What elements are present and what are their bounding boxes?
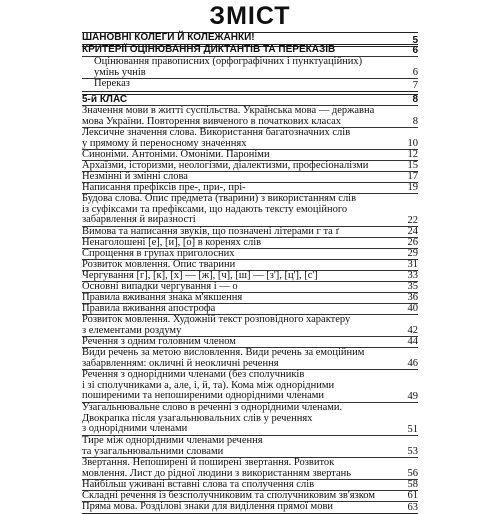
toc-entry-row[interactable] (82, 348, 418, 370)
toc-entry-line: Чергування [г], [к], [х] — [ж], [ч], [ш] — [з'], [ц'], [с'] (82, 270, 318, 281)
toc-entry-title (82, 161, 394, 172)
toc-entry-line: Спрощення в групах приголосних (82, 248, 235, 259)
toc-entry-title (82, 293, 394, 304)
toc-entry-line: Переказ (94, 78, 130, 89)
toc-page-number: 8 (412, 115, 418, 127)
toc-page-number: 29 (407, 247, 418, 259)
toc-entry-row[interactable] (82, 502, 418, 513)
toc-entry-row[interactable] (82, 79, 418, 91)
toc-entry-line: Правила вживання знака м'якшення (82, 292, 243, 303)
toc-entry-line: КРИТЕРІЇ ОЦІНЮВАННЯ ДИКТАНТІВ ТА ПЕРЕКАЗІВ (82, 44, 336, 55)
toc-entry-line: Лексичне значення слова. Використання багатозначних слів (82, 127, 351, 138)
toc-page-number: 46 (407, 357, 418, 369)
toc-entry-title (82, 260, 394, 271)
toc-page-number: 10 (407, 137, 418, 149)
toc-entry-title (82, 194, 394, 226)
toc-entry-row[interactable] (82, 436, 418, 458)
toc-entry-title (82, 249, 394, 260)
toc-entry-title (94, 57, 394, 78)
toc-entry-line: Основні випадки чергування і — о (82, 281, 238, 292)
toc-page-number: 6 (412, 66, 418, 78)
toc-entry-line: забарвленням: окличні й неокличні речення (82, 357, 279, 369)
toc-entry-line: Оцінювання правописних (орфографічних і пунктуаційних) (94, 56, 363, 67)
toc-entry-title (82, 227, 394, 238)
toc-entry-title (82, 183, 394, 194)
toc-entry-line: умінь учнів (94, 66, 146, 78)
toc-entry-line: мовлення. Лист до рідної людини з використанням звертань (82, 467, 352, 479)
toc-entry-line: Розвиток мовлення. Художній текст розповідного характеру (82, 314, 351, 325)
toc-page-number: 42 (407, 324, 418, 336)
toc-entry-line: Будова слова. Опис предмета (тварини) з використанням слів (82, 193, 357, 204)
toc-entry-title (82, 403, 394, 435)
toc-entry-title (82, 370, 394, 402)
toc-page-number: 35 (407, 280, 418, 292)
toc-page-number: 33 (407, 269, 418, 281)
toc-entry-row[interactable] (82, 128, 418, 150)
toc-entry-title (82, 33, 394, 44)
toc-entry-title (82, 315, 394, 336)
toc-page-number: 63 (407, 501, 418, 513)
toc-page-number: 36 (407, 291, 418, 303)
toc-entry-line: Незмінні й змінні слова (82, 171, 188, 182)
toc-entry-line: Значення мови в житті суспільства. Українська мова — державна (82, 105, 375, 116)
toc-page-number: 22 (407, 214, 418, 226)
toc-page-number: 58 (407, 478, 418, 490)
toc-entry-title (82, 238, 394, 249)
toc-entry-row[interactable] (82, 458, 418, 480)
toc-entry-line: Види речень за метою висловлення. Види речень за емоційним (82, 347, 365, 358)
toc-entry-title (82, 458, 394, 479)
toc-page-number: 31 (407, 258, 418, 270)
toc-entry-title (82, 304, 394, 315)
toc-entry-line: Синоніми. Антоніми. Омоніми. Пароніми (82, 149, 270, 160)
toc-entry-title (82, 271, 394, 282)
toc-entry-line: Пряма мова. Розділові знаки для виділення прямої мови (82, 501, 334, 512)
toc-page-number: 8 (412, 93, 418, 105)
toc-entry-line: Звертання. Непоширені й поширені звертання. Розвиток (82, 457, 335, 468)
toc-page-number: 5 (412, 34, 418, 46)
toc-page-number: 19 (407, 181, 418, 193)
toc-entry-line: Розвиток мовлення. Опис тварини (82, 259, 236, 270)
toc-page-number: 61 (407, 489, 418, 501)
page-title: ЗМІСТ (209, 2, 291, 30)
toc-entry-title (82, 150, 394, 161)
toc-entry-line: Вимова та написання звуків, що позначені літерами г та ґ (82, 226, 340, 237)
toc-entry-line: Найбільш уживані вставні слова та сполучення слів (82, 479, 315, 490)
toc-page-number: 51 (407, 423, 418, 435)
toc-page-number: 40 (407, 302, 418, 314)
toc-page-number: 44 (407, 335, 418, 347)
toc-entry-line: з однорідними членами (82, 423, 188, 434)
toc-page-number: 24 (407, 225, 418, 237)
toc-page-number: 56 (407, 467, 418, 479)
toc-entry-line: Двокрапка після узагальнювальних слів у реченнях (82, 412, 313, 424)
toc-page-number: 12 (407, 148, 418, 160)
toc-entry-title (82, 172, 394, 183)
toc-entry-row[interactable] (82, 57, 418, 79)
toc-page-number: 7 (412, 79, 418, 91)
toc-entry-row[interactable] (82, 403, 418, 436)
toc-entry-line: ШАНОВНІ КОЛЕГИ Й КОЛЕЖАНКИ! (82, 32, 255, 43)
toc-entry-title (94, 79, 394, 90)
toc-entry-title (82, 128, 394, 149)
toc-entry-row[interactable] (82, 370, 418, 403)
toc-entry-title (82, 502, 394, 513)
toc-section (82, 44, 418, 92)
toc-entry-line: забарвлення й виразності (82, 214, 196, 225)
toc-entry-row[interactable] (82, 106, 418, 128)
toc-entry-title (82, 106, 394, 127)
toc-entry-title (82, 436, 394, 457)
toc-entry-line: мова України. Повторення вивченого в початкових класах (82, 115, 342, 127)
toc-entry-title (82, 348, 394, 369)
toc-section (82, 94, 418, 514)
toc-entry-line: 5-й КЛАС (82, 94, 128, 105)
toc-page-number: 15 (407, 159, 418, 171)
toc-entry-line: із суфіксами та префіксами, що надають тексту емоційного (82, 203, 348, 215)
toc-entry-line: Архаїзми, історизми, неологізми, діалектизми, професіоналізми (82, 160, 369, 171)
toc-page-number: 53 (407, 445, 418, 457)
toc-page-number: 49 (407, 390, 418, 402)
toc-entry-row[interactable] (82, 194, 418, 227)
toc-entry-line: та узагальнювальними словами (82, 445, 224, 457)
toc-entry-title (82, 45, 394, 56)
toc-entry-line: Речення з одним головним членом (82, 336, 236, 347)
toc-entry-title (82, 282, 394, 293)
toc-entry-line: Тире між однорідними членами речення (82, 435, 263, 446)
toc-entry-title (82, 480, 394, 491)
toc-entry-line: Правила вживання апострофа (82, 303, 216, 314)
toc-entry-title (82, 95, 394, 106)
toc-page-number: 6 (412, 44, 418, 56)
toc-entry-line: з елементами роздуму (82, 324, 182, 336)
toc-page-number: 17 (407, 170, 418, 182)
toc-entry-line: Написання префіксів пре-, при-, прі- (82, 182, 246, 193)
toc-entry-row[interactable] (82, 315, 418, 337)
toc-page-number: 26 (407, 236, 418, 248)
toc-entry-line: Речення з однорідними членами (без сполучників (82, 369, 305, 380)
toc-entry-line: і зі сполучниками а, але, і, й, та). Кома між однорідними (82, 379, 335, 391)
toc-entry-line: Узагальнювальне слово в реченні з однорідними членами. (82, 402, 343, 413)
toc-entry-row[interactable] (82, 491, 418, 502)
toc-entry-line: поширеними та непоширеними однорідними членами (82, 390, 325, 401)
toc-entry-line: Складні речення із безсполучниковим та сполучниковим зв'язком (82, 490, 375, 501)
toc-entry-title (82, 337, 394, 348)
toc-entry-line: Ненаголошені [е], [и], [о] в коренях слів (82, 237, 262, 248)
toc-entry-line: у прямому й переносному значеннях (82, 137, 247, 149)
